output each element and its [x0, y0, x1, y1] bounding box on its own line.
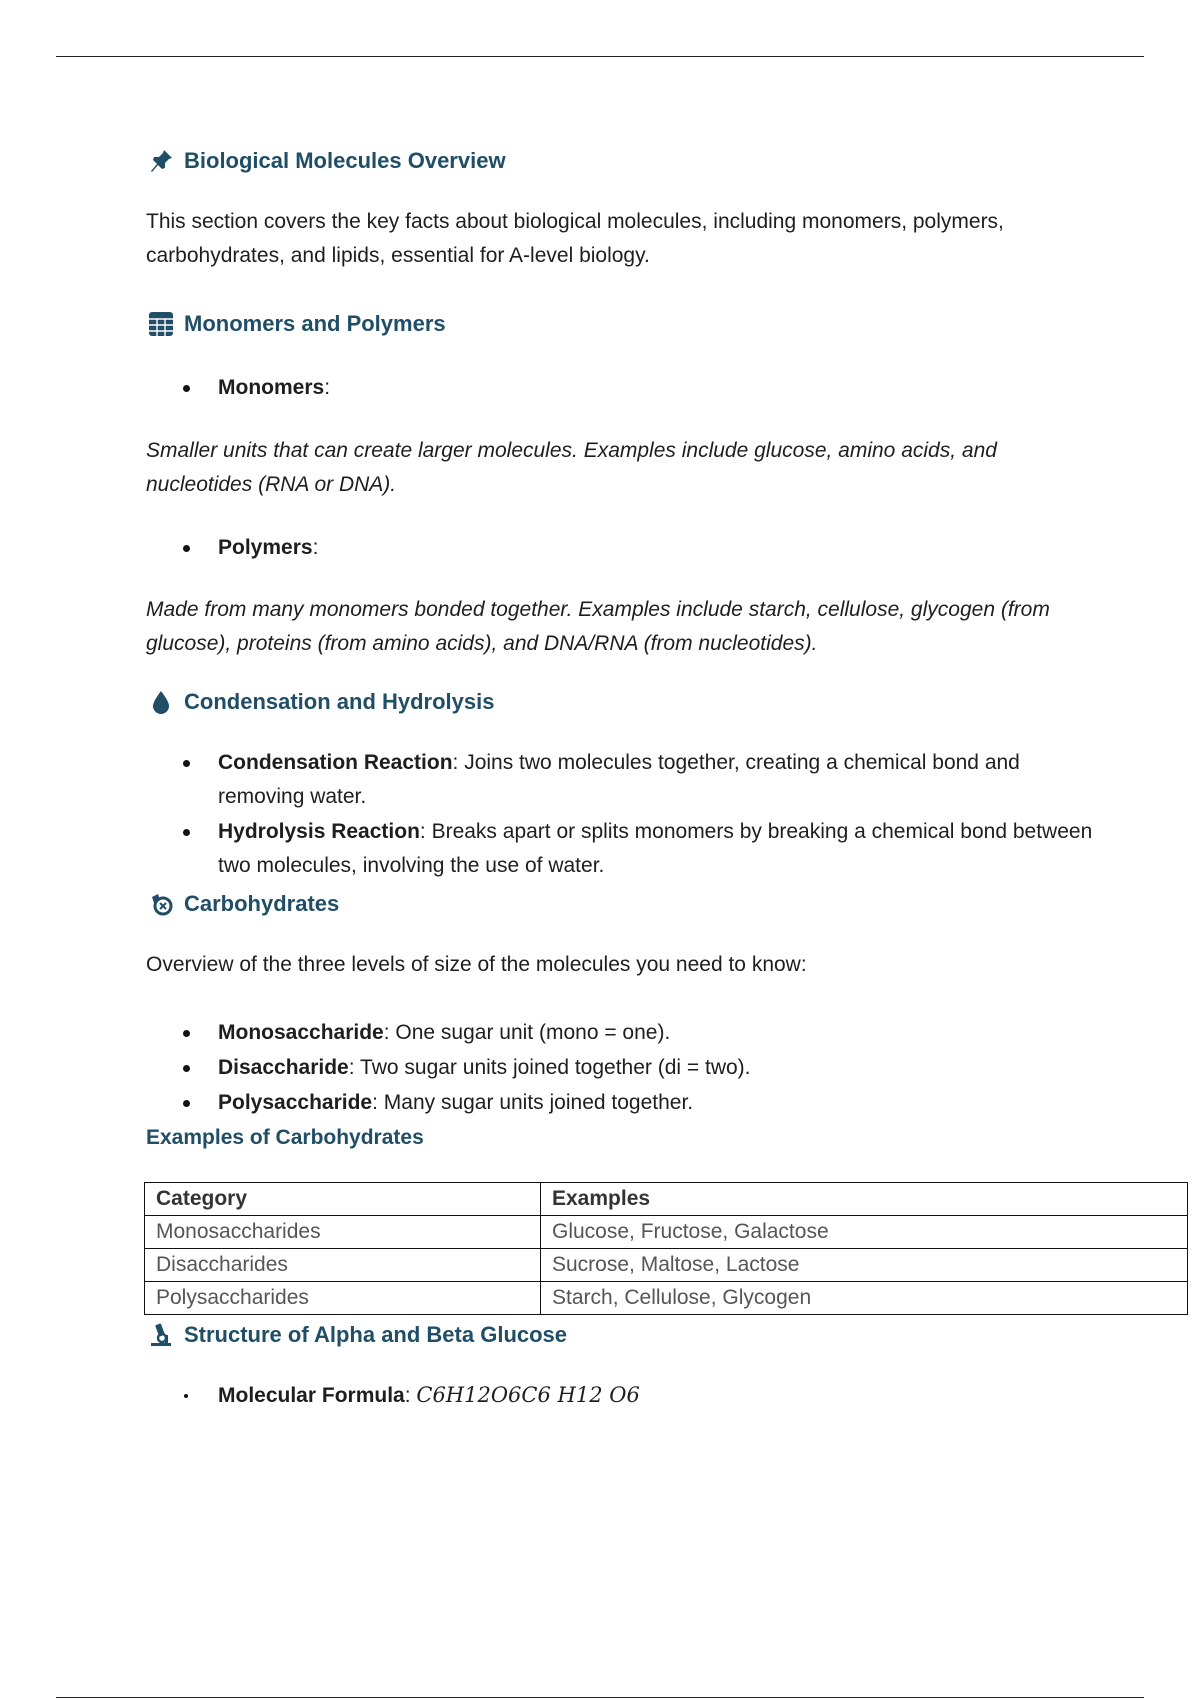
list-item-hydrolysis: Hydrolysis Reaction: Breaks apart or splits monomers by breaking a chemical bond between two molecules, involving the use of water.: [218, 815, 1098, 883]
condensation-heading: [148, 689, 495, 715]
condensation-heading-text: Condensation and Hydrolysis: [184, 689, 495, 714]
table-cell: Disaccharides: [145, 1249, 541, 1282]
footer-rule: [56, 1697, 1144, 1698]
disaccharide-label: Disaccharide: [218, 1056, 349, 1079]
list-item-polymers: Polymers:: [218, 531, 1098, 565]
table-row: [145, 1216, 1188, 1249]
carbohydrates-intro: Overview of the three levels of size of the molecules you need to know:: [146, 953, 807, 976]
formula-label: Molecular Formula: [218, 1384, 405, 1407]
monosaccharide-text: One sugar unit (mono = one).: [395, 1021, 671, 1044]
list-item-molecular-formula: Molecular Formula: C6H12O6C6 H12 O6: [218, 1378, 1098, 1413]
monomers-text: Smaller units that can create larger molecules. Examples include glucose, amino acids, and nucleotides (RNA or DNA).: [146, 439, 997, 496]
glucose-heading: [148, 1322, 567, 1348]
microscope-icon: [148, 1322, 174, 1348]
list-item-polysaccharide: Polysaccharide: Many sugar units joined together.: [218, 1086, 1098, 1120]
overview-heading-text: Biological Molecules Overview: [184, 148, 506, 173]
table-header-row: [145, 1183, 1188, 1216]
polymers-label: Polymers: [218, 536, 313, 559]
hydrolysis-label: Hydrolysis Reaction: [218, 820, 420, 843]
list-item-monosaccharide: Monosaccharide: One sugar unit (mono = one).: [218, 1016, 1098, 1050]
table-cell: Starch, Cellulose, Glycogen: [541, 1282, 1188, 1315]
examples-heading: Examples of Carbohydrates: [146, 1126, 424, 1149]
table-cell: Glucose, Fructose, Galactose: [541, 1216, 1188, 1249]
table-row: [145, 1282, 1188, 1315]
carbohydrates-table: [144, 1182, 1188, 1315]
monosaccharide-label: Monosaccharide: [218, 1021, 384, 1044]
header-rule: [56, 56, 1144, 57]
sugar-icon: [148, 891, 174, 917]
monomers-polymers-heading-text: Monomers and Polymers: [184, 311, 446, 336]
list-item-condensation: Condensation Reaction: Joins two molecules together, creating a chemical bond and removing water.: [218, 746, 1098, 814]
hydrolysis-text: Breaks apart or splits monomers by breaking a chemical bond between two molecules, involving the use of water.: [218, 820, 1093, 877]
monomers-label: Monomers: [218, 376, 325, 399]
overview-text: This section covers the key facts about biological molecules, including monomers, polymers, carbohydrates, and lipids, essential for A-level biology.: [146, 210, 1004, 267]
formula-value: C6H12O6C6 H12 O6: [416, 1383, 640, 1407]
list-item-disaccharide: Disaccharide: Two sugar units joined together (di = two).: [218, 1051, 1098, 1085]
pushpin-icon: [148, 148, 174, 174]
list-item-monomers: Monomers:: [218, 371, 1098, 405]
condensation-label: Condensation Reaction: [218, 751, 453, 774]
table-cell: Monosaccharides: [145, 1216, 541, 1249]
grid-icon: [148, 311, 174, 337]
polymers-text: Made from many monomers bonded together. Examples include starch, cellulose, glycogen (from glucose), proteins (from amino acids), and DNA/RNA (from nucleotides).: [146, 598, 1050, 655]
glucose-heading-text: Structure of Alpha and Beta Glucose: [184, 1322, 568, 1347]
carbohydrates-heading-text: Carbohydrates: [184, 891, 340, 916]
table-header-category: Category: [145, 1183, 541, 1216]
disaccharide-text: Two sugar units joined together (di = two).: [360, 1056, 751, 1079]
monomers-polymers-heading: [148, 311, 446, 337]
condensation-text: Joins two molecules together, creating a chemical bond and removing water.: [218, 751, 1020, 808]
carbohydrates-heading: [148, 891, 339, 917]
table-header-examples: Examples: [541, 1183, 1188, 1216]
polysaccharide-text: Many sugar units joined together.: [383, 1091, 694, 1114]
table-cell: Sucrose, Maltose, Lactose: [541, 1249, 1188, 1282]
water-drop-icon: [148, 689, 174, 715]
overview-heading: [148, 148, 506, 174]
polysaccharide-label: Polysaccharide: [218, 1091, 373, 1114]
table-cell: Polysaccharides: [145, 1282, 541, 1315]
table-row: [145, 1249, 1188, 1282]
